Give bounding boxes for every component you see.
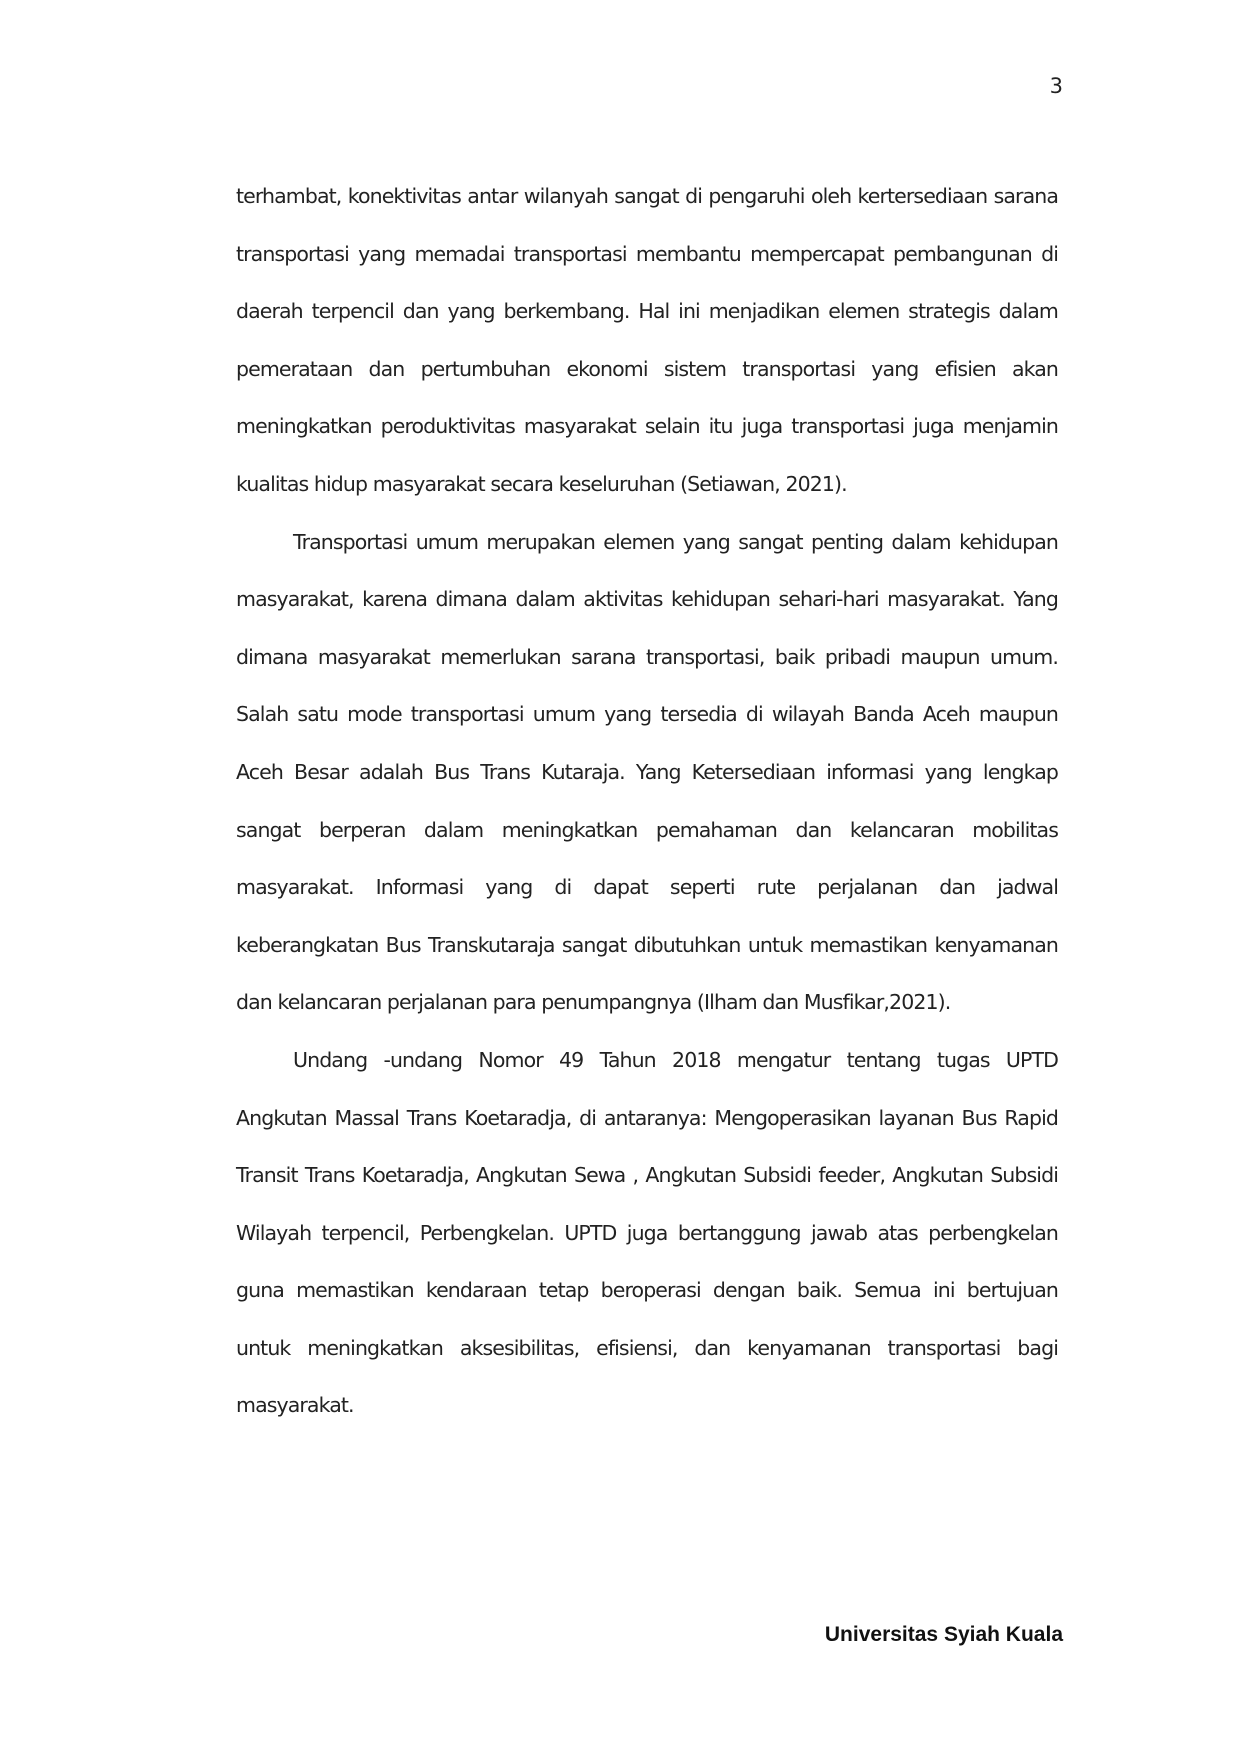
paragraph-regulation: Undang -undang Nomor 49 Tahun 2018 mengatur tentang tugas UPTD Angkutan Massal Trans Koetaradja, di antaranya: Mengoperasikan layanan Bus Rapid Transit Trans Koetaradja, Angkutan Sewa , Angkutan Subsidi feeder, Angkutan Subsidi Wilayah terpencil, Perbengkelan. UPTD juga bertanggung jawab atas perbengkelan guna memastikan kendaraan tetap beroperasi dengan baik. Semua ini bertujuan untuk meningkatkan aksesibilitas, efisiensi, dan kenyamanan transportasi bagi masyarakat. xyxy=(236,1047,1058,1418)
body-text xyxy=(236,168,1058,1435)
page-number: 3 xyxy=(1049,74,1063,98)
footer-university: Universitas Syiah Kuala xyxy=(824,1623,1063,1646)
paragraph-public-transport: Transportasi umum merupakan elemen yang sangat penting dalam kehidupan masyarakat, karena dimana dalam aktivitas kehidupan sehari-hari masyarakat. Yang dimana masyarakat memerlukan sarana transportasi, baik pribadi maupun umum. Salah satu mode transportasi umum yang tersedia di wilayah Banda Aceh maupun Aceh Besar adalah Bus Trans Kutaraja. Yang Ketersediaan informasi yang lengkap sangat berperan dalam meningkatkan pemahaman dan kelancaran mobilitas masyarakat. Informasi yang di dapat seperti rute perjalanan dan jadwal keberangkatan Bus Transkutaraja sangat dibutuhkan untuk memastikan kenyamanan dan kelancaran perjalanan para penumpangnya (Ilham dan Musfikar,2021). xyxy=(236,529,1058,1015)
paragraph-continuation: terhambat, konektivitas antar wilanyah sangat di pengaruhi oleh kertersediaan sarana transportasi yang memadai transportasi membantu mempercapat pembangunan di daerah terpencil dan yang berkembang. Hal ini menjadikan elemen strategis dalam pemerataan dan pertumbuhan ekonomi sistem transportasi yang efisien akan meningkatkan peroduktivitas masyarakat selain itu juga transportasi juga menjamin kualitas hidup masyarakat secara keseluruhan (Setiawan, 2021). xyxy=(236,184,1058,496)
